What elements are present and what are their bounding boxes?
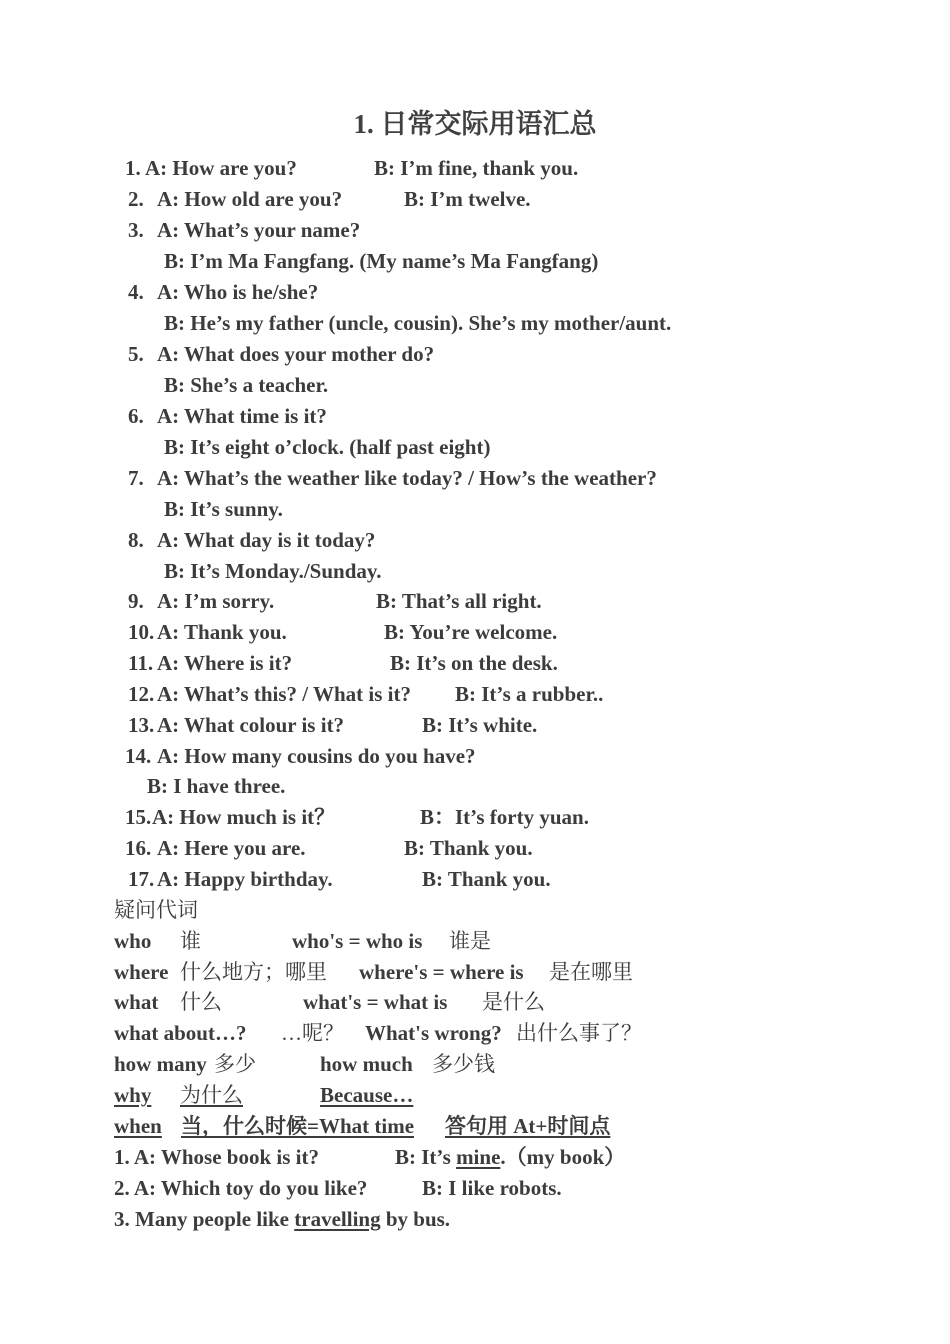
document-page: 1. 日常交际用语汇总 1. A: How are you? B: I’m fine, thank you. 2. A: How old are you? B: I’m twelve. 3. A: What’s your name? B: I’m Ma Fangfang. (My name’s Ma Fangfang) 4. A: Who is he/she? B: He’s my father (uncle, cousin). She’s my mother/aunt. 5. A: What does your mother do? B: She’s a teacher. 6. A: What time is it? B: It’s eight o’clock. (half past eight) 7. A: What’s the weather like today? / How’s the weather? B: It’s sunny. 8. A: What day is it today? B: It’s Monday./Sunday. 9. A: I’m sorry. B: That’s all right. 10. A: Thank you. B: You’re welcome. 11. A: Where is it? B: It’s on the desk. 12. A: What’s this? / What is it? B: It’s a rubber.. 13. A: What colour is it? B: It’s white. 14. A: How many cousins do you have? B: I have three. 15. A: How much is it？ B：It’s forty yuan. 16. A: Here you are. B: Thank you. 17. A: Happy birthday. B: Thank you. 疑问代词 who 谁 who's = who is 谁是 where 什么地方；哪里 where's = where is 是在哪里 what 什么 what's = what is 是什么 what about…? …呢？ What's wrong? 出什么事了？ how many 多少 how much 多少钱 why 为什么 Because… when 当，什么时候=What time 答句用 At+时间点 1. A: Whose book is it? B: It’s mine.（my book） 2. A: Which toy do you like? B: I like robots. 3. Many people like travelling by bus. <box>0 0 950 1344</box>
page-title: 1. 日常交际用语汇总 <box>353 109 597 139</box>
